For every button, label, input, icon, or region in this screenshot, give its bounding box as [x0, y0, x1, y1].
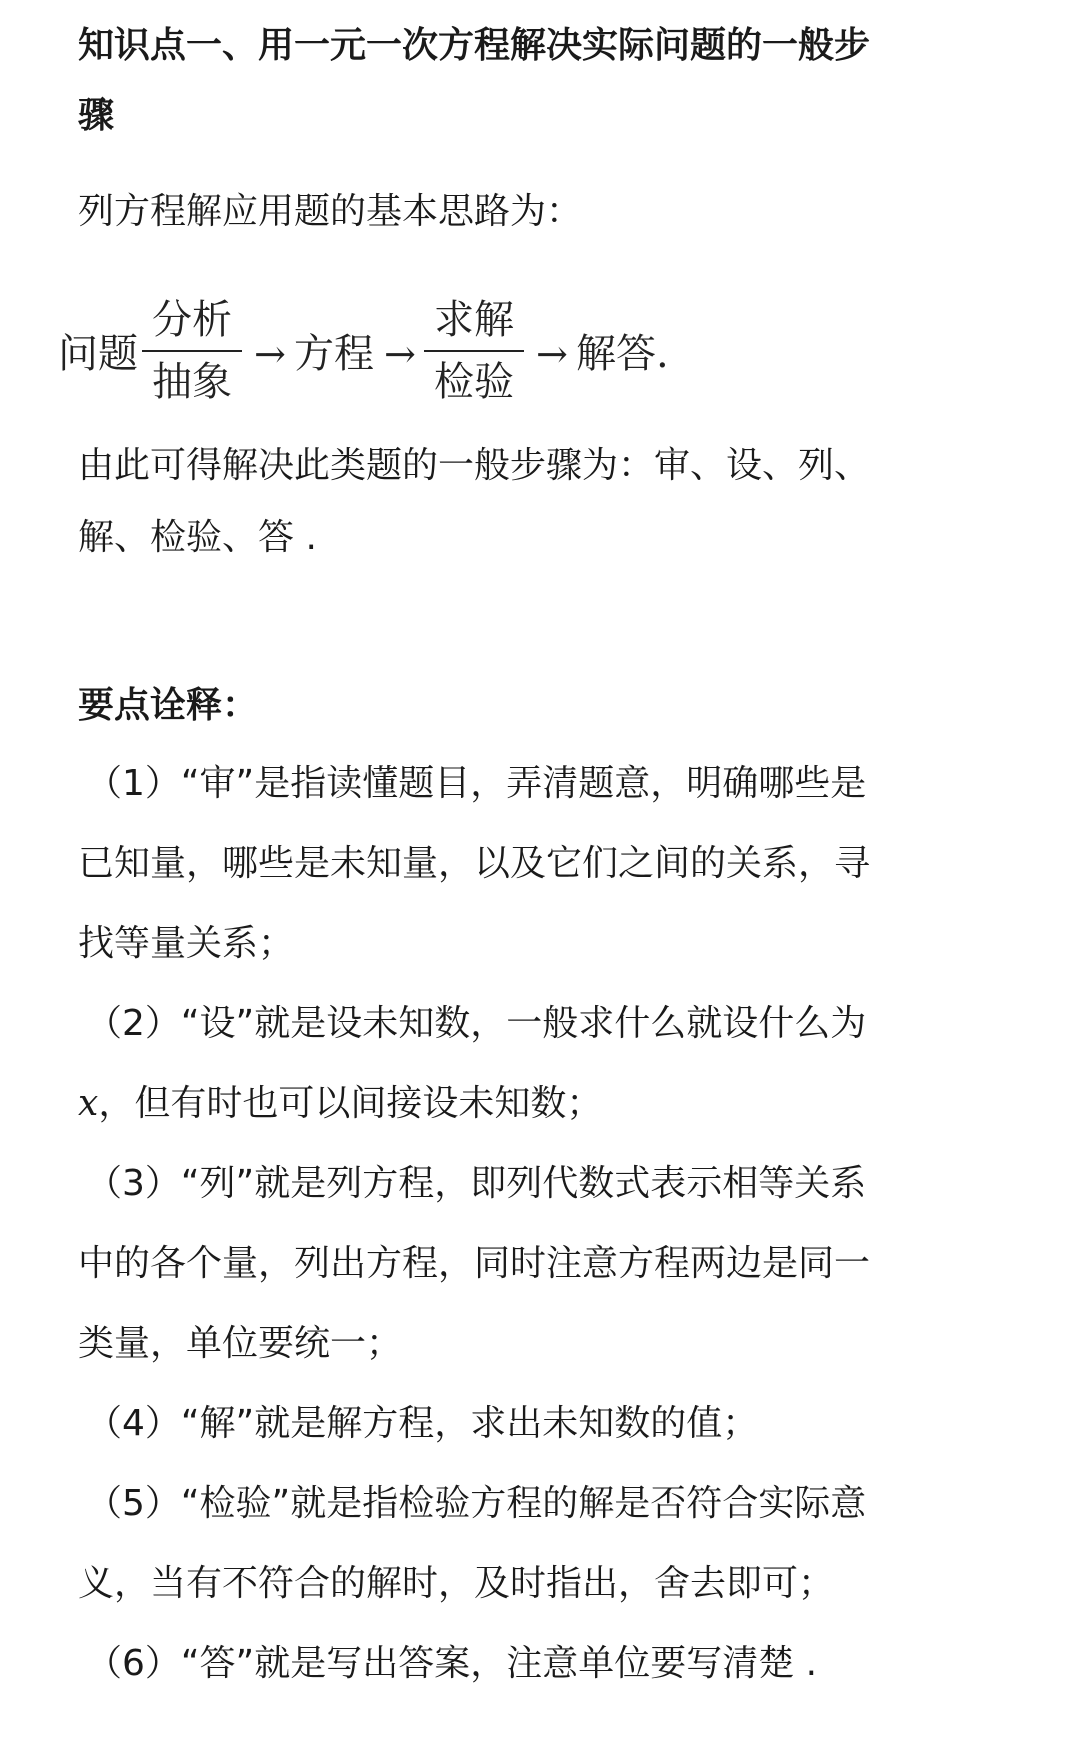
fraction-bar: [424, 350, 524, 352]
heading-line-2: 骤: [78, 95, 115, 136]
arrow-icon: →: [536, 332, 568, 376]
arrow-icon: →: [254, 332, 286, 376]
summary-line-2: 解、检验、答 .: [78, 517, 317, 558]
flow-end: 解答.: [576, 331, 669, 377]
flow-fraction-analyze-top: 分析: [152, 297, 232, 343]
variable-x: x: [78, 1083, 99, 1124]
note-3-line-2: 中的各个量，列出方程，同时注意方程两边是同一: [78, 1243, 871, 1284]
flow-middle: 方程: [294, 331, 374, 377]
note-2-line-2-text: ，但有时也可以间接设未知数；: [98, 1083, 603, 1124]
note-5-line-1: （5）“检验”就是指检验方程的解是否符合实际意: [86, 1483, 867, 1524]
flow-diagram: [58, 294, 718, 412]
flow-fraction-analyze: [142, 294, 242, 408]
note-6-line-1: （6）“答”就是写出答案，注意单位要写清楚 .: [86, 1643, 818, 1684]
arrow-icon: →: [384, 332, 416, 376]
flow-fraction-analyze-bottom: 抽象: [152, 359, 232, 405]
fraction-bar: [142, 350, 242, 352]
notes-heading: 要点诠释：: [78, 685, 259, 726]
note-1-line-2: 已知量，哪些是未知量，以及它们之间的关系，寻: [78, 843, 871, 884]
flow-start: 问题: [58, 331, 138, 377]
note-3-line-3: 类量，单位要统一；: [78, 1323, 403, 1364]
note-2-line-1: （2）“设”就是设未知数，一般求什么就设什么为: [86, 1003, 867, 1044]
flow-fraction-solve-bottom: 检验: [434, 359, 514, 405]
note-3-line-1: （3）“列”就是列方程，即列代数式表示相等关系: [86, 1163, 867, 1204]
flow-fraction-solve-top: 求解: [434, 297, 514, 343]
note-1-line-1: （1）“审”是指读懂题目，弄清题意，明确哪些是: [86, 763, 867, 804]
flow-fraction-solve: [424, 294, 524, 408]
summary-line-1: 由此可得解决此类题的一般步骤为：审、设、列、: [78, 445, 871, 486]
note-4-line-1: （4）“解”就是解方程，求出未知数的值；: [86, 1403, 759, 1444]
heading-line-1: 知识点一、用一元一次方程解决实际问题的一般步: [78, 25, 871, 66]
note-2-line-2: [78, 1080, 602, 1128]
note-5-line-2: 义，当有不符合的解时，及时指出，舍去即可；: [78, 1563, 835, 1604]
intro-text: 列方程解应用题的基本思路为：: [78, 191, 583, 232]
note-1-line-3: 找等量关系；: [78, 923, 295, 964]
